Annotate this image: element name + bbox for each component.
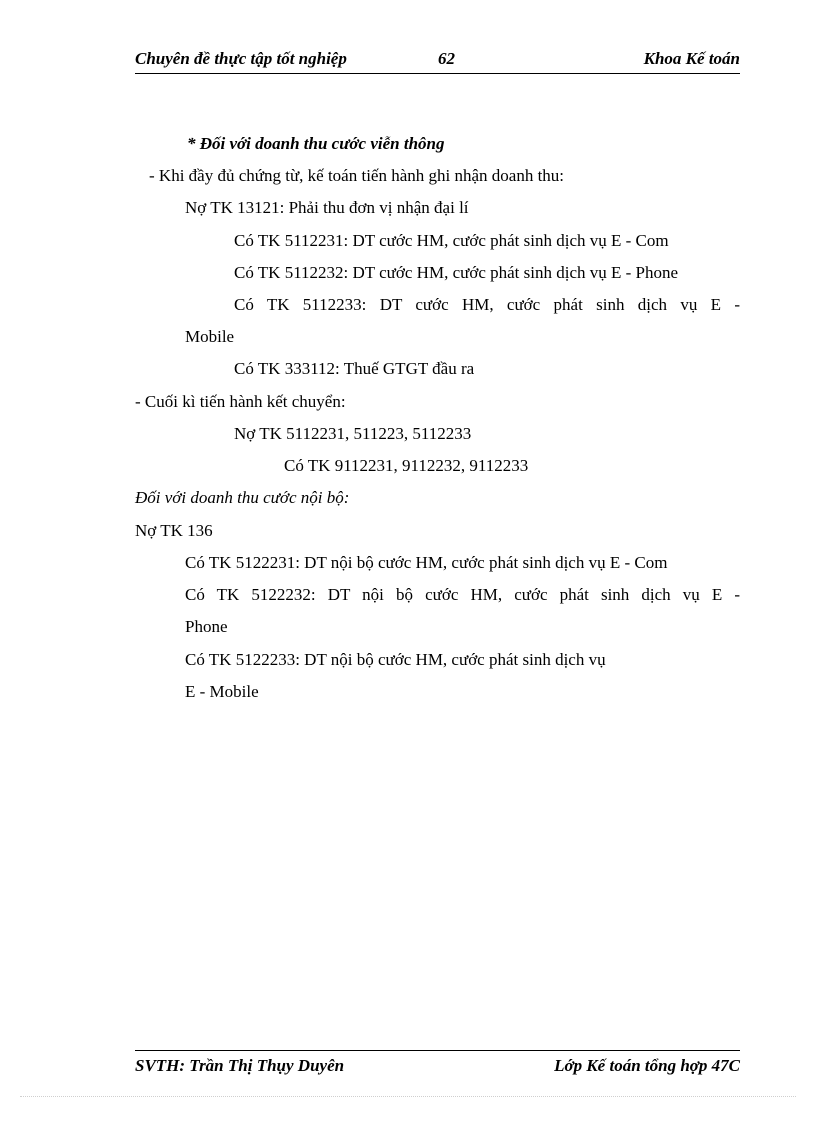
text-line: Mobile (185, 327, 235, 346)
heading-telecom-revenue: * Đối với doanh thu cước viễn thông (187, 134, 445, 153)
page-header (135, 49, 740, 74)
text-line: - Khi đầy đủ chứng từ, kế toán tiến hành ghi nhận doanh thu: (149, 166, 565, 185)
heading-internal-revenue: Đối với doanh thu cước nội bộ: (135, 488, 350, 507)
text-line: E - Mobile (185, 682, 259, 701)
text-line: Có TK 5122232: DT nội bộ cước HM, cước phát sinh dịch vụ E - (185, 585, 740, 604)
text-line: - Cuối kì tiến hành kết chuyển: (135, 392, 346, 411)
text-line: Có TK 9112231, 9112232, 9112233 (284, 456, 529, 475)
page-bottom-divider (20, 1096, 796, 1097)
page-footer (135, 1050, 740, 1082)
header-faculty: Khoa Kế toán (643, 49, 740, 68)
text-line: Nợ TK 13121: Phải thu đơn vị nhận đại lí (185, 198, 469, 217)
header-page-number: 62 (438, 49, 455, 68)
text-line: Có TK 5112232: DT cước HM, cước phát sinh dịch vụ E - Phone (234, 263, 679, 282)
header-thesis-title: Chuyên đề thực tập tốt nghiệp (135, 49, 347, 68)
text-line: Có TK 333112: Thuế GTGT đầu ra (234, 359, 475, 378)
text-line: Nợ TK 136 (135, 521, 213, 540)
text-line: Có TK 5112231: DT cước HM, cước phát sinh dịch vụ E - Com (234, 231, 669, 250)
footer-student: SVTH: Trần Thị Thụy Duyên (135, 1056, 345, 1075)
text-line: Nợ TK 5112231, 511223, 5112233 (234, 424, 472, 443)
text-line: Có TK 5122233: DT nội bộ cước HM, cước phát sinh dịch vụ (185, 650, 606, 669)
footer-class: Lớp Kế toán tổng hợp 47C (554, 1056, 740, 1075)
text-line: Phone (185, 617, 228, 636)
text-line: Có TK 5122231: DT nội bộ cước HM, cước phát sinh dịch vụ E - Com (185, 553, 668, 572)
text-line: Có TK 5112233: DT cước HM, cước phát sinh dịch vụ E - (234, 295, 740, 314)
